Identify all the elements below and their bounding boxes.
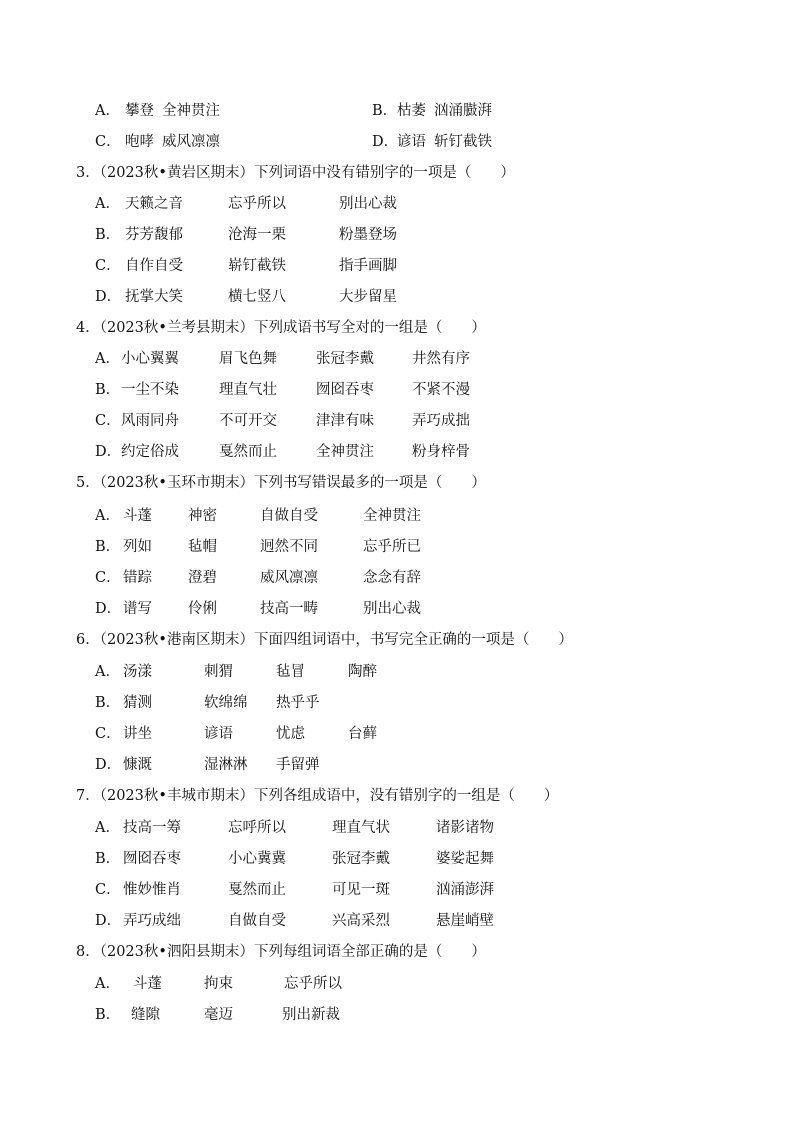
option-word: 横七竖八 <box>228 289 286 305</box>
option-word: 念念有辞 <box>363 570 421 586</box>
option-row <box>95 724 377 744</box>
question-5 <box>76 473 486 493</box>
option-word: 张冠李戴 <box>332 851 390 867</box>
option-word: 缝隙 <box>131 1007 160 1023</box>
option-word: 自做自受 <box>228 913 286 929</box>
option-word: 列如 <box>123 539 152 555</box>
option-label: C． <box>95 258 121 274</box>
option-word: 斗蓬 <box>133 976 162 992</box>
option-word: 悬崖峭壁 <box>436 913 494 929</box>
option-word: 软绵绵 <box>204 695 248 711</box>
option-word: 忧虑 <box>276 726 305 742</box>
question-number: 5． <box>76 475 100 491</box>
option-word: 毡帽 <box>188 539 217 555</box>
option-label: D． <box>95 601 122 617</box>
option-word: 井然有序 <box>412 351 470 367</box>
option-word: 全神贯注 <box>316 444 374 460</box>
option-row <box>95 818 494 838</box>
option-word: 谚语 <box>397 134 426 150</box>
option-word: 囫囵吞枣 <box>316 382 374 398</box>
option-word: 粉墨登场 <box>339 227 397 243</box>
option-label: C． <box>95 570 121 586</box>
option-label: B． <box>95 851 121 867</box>
option-word: 津津有味 <box>316 413 374 429</box>
option-word: 崭钉截铁 <box>228 258 286 274</box>
option-word: 热乎乎 <box>276 695 320 711</box>
option-word: 伶俐 <box>188 601 217 617</box>
option-word: 自作自受 <box>125 258 183 274</box>
option-label: B． <box>372 103 398 119</box>
option-label: B． <box>95 539 121 555</box>
option-word: 弄巧成拙 <box>412 413 470 429</box>
question-4 <box>76 318 486 338</box>
option-word: 婆娑起舞 <box>436 851 494 867</box>
option-word: 湿淋淋 <box>204 757 248 773</box>
option-word: 毫迈 <box>204 1007 233 1023</box>
option-word: 讲坐 <box>123 726 152 742</box>
question-3 <box>76 163 515 183</box>
option-word: 全神贯注 <box>162 103 220 119</box>
option-word: 小心冀冀 <box>228 851 286 867</box>
option-label: A． <box>95 351 120 367</box>
question-text: （2023秋•玉环市期末）下列书写错误最多的一项是（ ） <box>99 475 486 491</box>
option-word: 张冠李戴 <box>316 351 374 367</box>
option-label: D． <box>95 913 122 929</box>
option-word: 芬芳馥郁 <box>125 227 183 243</box>
option-word: 别出心裁 <box>339 196 397 212</box>
option-label: A． <box>95 664 120 680</box>
option-word: 理直气状 <box>332 820 390 836</box>
option-word: 可见一斑 <box>332 882 390 898</box>
option-row <box>95 693 320 713</box>
option-word: 诸影诸物 <box>436 820 494 836</box>
question-text: （2023秋•丰城市期末）下列各组成语中，没有错别字的一组是（ ） <box>99 788 559 804</box>
option-word: 谚语 <box>204 726 233 742</box>
option-word: 技高一筹 <box>123 820 181 836</box>
option-word: 忘呼所以 <box>228 820 286 836</box>
option-word: 一尘不染 <box>121 382 179 398</box>
option-word: 错踪 <box>123 570 152 586</box>
option-row <box>372 101 492 121</box>
option-word: 忘乎所已 <box>363 539 421 555</box>
option-word: 理直气壮 <box>219 382 277 398</box>
option-word: 不紧不漫 <box>412 382 470 398</box>
option-label: C． <box>95 882 121 898</box>
option-word: 手留弹 <box>276 757 320 773</box>
option-word: 惟妙惟肖 <box>123 882 181 898</box>
option-word: 威风凛凛 <box>162 134 220 150</box>
option-row <box>95 101 220 121</box>
option-row <box>95 225 397 245</box>
option-word: 不可开交 <box>219 413 277 429</box>
option-word: 自做自受 <box>260 508 318 524</box>
option-row <box>95 506 421 526</box>
question-7 <box>76 786 558 806</box>
option-word: 迥然不同 <box>260 539 318 555</box>
option-label: B． <box>95 382 121 398</box>
option-word: 戛然而止 <box>219 444 277 460</box>
option-label: C． <box>95 134 121 150</box>
question-number: 4． <box>76 320 100 336</box>
option-word: 全神贯注 <box>363 508 421 524</box>
option-label: A． <box>95 196 120 212</box>
option-word: 别出新裁 <box>282 1007 340 1023</box>
option-word: 咆哮 <box>125 134 154 150</box>
option-word: 枯萎 <box>397 103 426 119</box>
option-word: 囫囵吞枣 <box>123 851 181 867</box>
option-word: 猜测 <box>123 695 152 711</box>
option-word: 神密 <box>188 508 217 524</box>
question-text: （2023秋•泗阳县期末）下列每组词语全部正确的是（ ） <box>99 944 486 960</box>
question-6 <box>76 630 573 650</box>
option-word: 粉身梓骨 <box>412 444 470 460</box>
option-word: 眉飞色舞 <box>219 351 277 367</box>
option-word: 忘乎所以 <box>228 196 286 212</box>
option-label: A． <box>95 976 120 992</box>
option-row <box>95 974 342 994</box>
option-word: 陶醉 <box>348 664 377 680</box>
option-word: 台藓 <box>348 726 377 742</box>
option-row <box>95 194 397 214</box>
option-word: 慷溉 <box>123 757 152 773</box>
option-row <box>95 1005 340 1025</box>
option-word: 天籁之音 <box>125 196 183 212</box>
option-word: 澄碧 <box>188 570 217 586</box>
option-label: B． <box>95 695 121 711</box>
option-word: 技高一畴 <box>260 601 318 617</box>
option-label: D． <box>372 134 399 150</box>
option-row <box>95 537 421 557</box>
option-label: D． <box>95 444 122 460</box>
option-word: 大步留星 <box>339 289 397 305</box>
option-word: 威风凛凛 <box>260 570 318 586</box>
option-row <box>95 755 320 775</box>
option-word: 沧海一栗 <box>228 227 286 243</box>
option-word: 谱写 <box>123 601 152 617</box>
option-word: 戛然而止 <box>228 882 286 898</box>
option-word: 抚掌大笑 <box>125 289 183 305</box>
option-row <box>95 349 470 369</box>
option-word: 刺猬 <box>204 664 233 680</box>
option-word: 斗蓬 <box>123 508 152 524</box>
option-label: D． <box>95 289 122 305</box>
option-label: C． <box>95 413 121 429</box>
question-text: （2023秋•港南区期末）下面四组词语中，书写完全正确的一项是（ ） <box>99 632 573 648</box>
question-text: （2023秋•黄岩区期末）下列词语中没有错别字的一项是（ ） <box>99 165 515 181</box>
option-word: 指手画脚 <box>339 258 397 274</box>
option-row <box>95 442 470 462</box>
option-word: 兴高采烈 <box>332 913 390 929</box>
option-label: A． <box>95 508 120 524</box>
question-8 <box>76 942 486 962</box>
option-word: 约定俗成 <box>121 444 179 460</box>
question-number: 8． <box>76 944 100 960</box>
question-text: （2023秋•兰考县期末）下列成语书写全对的一组是（ ） <box>99 320 486 336</box>
option-word: 汹涌澎湃 <box>436 882 494 898</box>
option-row <box>95 911 494 931</box>
option-label: C． <box>95 726 121 742</box>
option-label: D． <box>95 757 122 773</box>
option-label: A． <box>95 820 120 836</box>
option-row <box>95 849 494 869</box>
option-row <box>372 132 492 152</box>
option-word: 汹涌臌湃 <box>434 103 492 119</box>
option-row <box>95 599 421 619</box>
question-number: 6． <box>76 632 100 648</box>
option-row <box>95 568 421 588</box>
option-row <box>95 132 220 152</box>
question-number: 7． <box>76 788 100 804</box>
option-row <box>95 662 377 682</box>
question-number: 3． <box>76 165 100 181</box>
option-label: B． <box>95 227 121 243</box>
option-word: 拘束 <box>204 976 233 992</box>
option-row <box>95 256 397 276</box>
option-row <box>95 411 470 431</box>
option-row <box>95 880 494 900</box>
option-word: 斩钉截铁 <box>434 134 492 150</box>
option-word: 汤漾 <box>123 664 152 680</box>
option-word: 攀登 <box>125 103 154 119</box>
option-word: 小心翼翼 <box>121 351 179 367</box>
option-label: A． <box>95 103 120 119</box>
option-word: 忘乎所以 <box>284 976 342 992</box>
option-row <box>95 287 397 307</box>
option-row <box>95 380 470 400</box>
option-label: B． <box>95 1007 121 1023</box>
option-word: 弄巧成绌 <box>123 913 181 929</box>
option-word: 毡冒 <box>276 664 305 680</box>
option-word: 风雨同舟 <box>121 413 179 429</box>
option-word: 别出心裁 <box>363 601 421 617</box>
